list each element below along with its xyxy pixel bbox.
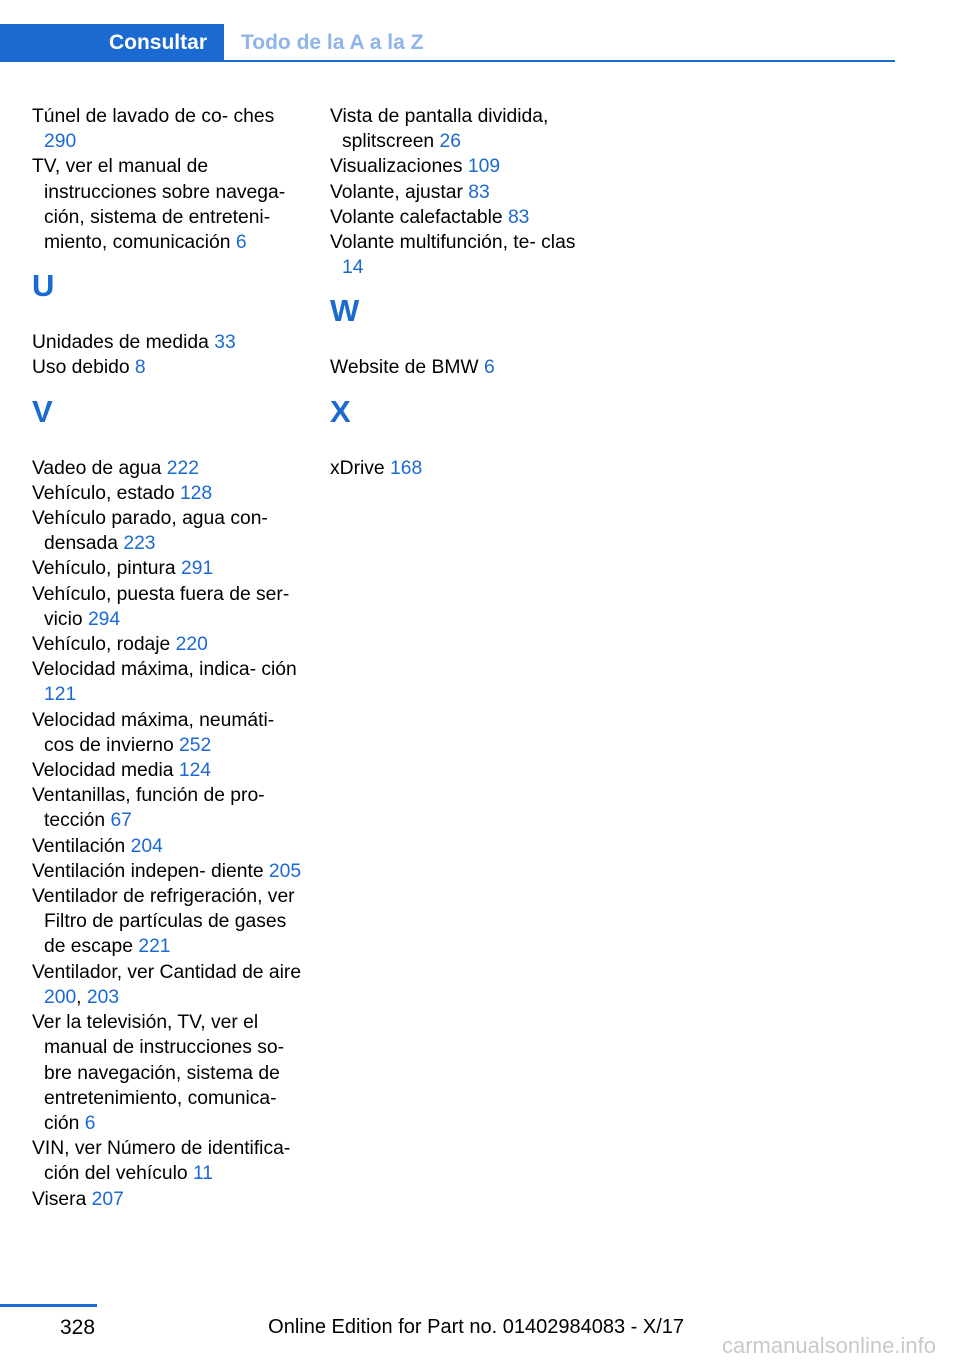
tab-todo-a-z[interactable]: Todo de la A a la Z bbox=[241, 31, 424, 54]
index-entry-term: Visera bbox=[32, 1188, 87, 1210]
index-column-left bbox=[32, 104, 302, 1212]
index-entry bbox=[32, 556, 302, 581]
page-reference-link[interactable]: 168 bbox=[390, 457, 423, 479]
page-reference-link[interactable]: 83 bbox=[468, 181, 490, 203]
index-entry-term: Túnel de lavado de co‐ ches bbox=[32, 106, 275, 127]
index-entry bbox=[32, 104, 302, 154]
page-reference-link[interactable]: 205 bbox=[268, 860, 302, 882]
page-reference-link[interactable]: 252 bbox=[179, 734, 212, 756]
page-reference-link[interactable]: 221 bbox=[138, 936, 171, 958]
index-entry bbox=[32, 1136, 302, 1186]
index-entry bbox=[32, 783, 302, 833]
index-entry-term: Ventilación bbox=[32, 835, 126, 857]
page-reference-link[interactable]: 203 bbox=[86, 986, 120, 1008]
index-entry-term: Visualizaciones bbox=[330, 156, 463, 178]
index-entry bbox=[32, 582, 302, 632]
page-reference-link[interactable]: 33 bbox=[214, 332, 236, 354]
index-entry-term: Vehículo, rodaje bbox=[32, 634, 171, 656]
page-reference-link[interactable]: 26 bbox=[439, 131, 461, 153]
index-entry-term: Ver la televisión, TV, ver el manual de instrucciones so‐ bre navegación, sistema de entretenimiento, comunica‐ ción bbox=[32, 1012, 285, 1134]
page-reference-link[interactable]: 11 bbox=[193, 1163, 214, 1185]
index-entry bbox=[32, 884, 302, 960]
index-entry-term: Vehículo, puesta fuera de ser‐ vicio bbox=[32, 583, 290, 630]
index-entry-term: xDrive bbox=[330, 457, 385, 479]
page-reference-link[interactable]: 222 bbox=[166, 457, 199, 479]
index-entry-term: Ventanillas, función de pro‐ tección bbox=[32, 785, 265, 832]
index-entry bbox=[32, 859, 302, 884]
tab-bar bbox=[0, 0, 895, 62]
index-section-letter: V bbox=[32, 393, 53, 429]
index-entry: Ventilador, ver Cantidad de aire 200, 203 bbox=[32, 961, 302, 1008]
page-reference-link[interactable]: 83 bbox=[507, 206, 530, 228]
page-reference-link[interactable]: 14 bbox=[342, 257, 364, 279]
index-section-letter: W bbox=[330, 293, 360, 329]
index-entry bbox=[32, 1010, 302, 1136]
index-entry-term: Volante multifunción, te‐ clas bbox=[330, 232, 576, 254]
page-reference-link[interactable]: 294 bbox=[87, 608, 121, 630]
index-entry bbox=[32, 506, 302, 556]
page-reference-link[interactable]: 6 bbox=[483, 357, 495, 379]
page-number: 328 bbox=[60, 1316, 96, 1339]
index-entry bbox=[330, 355, 600, 380]
index-entry bbox=[330, 205, 600, 230]
index-entry-term: Ventilación indepen‐ diente bbox=[32, 860, 264, 882]
index-entry-term: VIN, ver Número de identifica‐ ción del vehículo bbox=[32, 1138, 291, 1185]
index-entry-term: Vadeo de agua bbox=[32, 457, 162, 479]
page-reference-link[interactable]: 124 bbox=[178, 760, 212, 782]
page-reference-link[interactable]: 204 bbox=[130, 835, 163, 857]
index-entry-term: Vehículo, estado bbox=[32, 482, 175, 504]
page-reference-link[interactable]: 223 bbox=[123, 533, 156, 555]
page-reference-link[interactable]: 220 bbox=[175, 634, 208, 656]
page-reference-link[interactable]: 200 bbox=[44, 986, 77, 1008]
index-entry bbox=[32, 758, 302, 783]
index-entry bbox=[32, 1187, 302, 1212]
page-reference-link[interactable]: 67 bbox=[110, 810, 132, 832]
page-reference-link[interactable]: 109 bbox=[467, 156, 501, 178]
page-reference-link[interactable]: 290 bbox=[44, 131, 77, 153]
page-reference-link[interactable]: 6 bbox=[84, 1112, 96, 1134]
page-reference-link[interactable]: 6 bbox=[235, 232, 247, 254]
index-entry-term: Vista de pantalla dividida, splitscreen bbox=[330, 106, 549, 153]
index-entry-term: Ventilador, ver Cantidad de aire bbox=[32, 961, 302, 983]
watermark-text: carmanualsonline.info bbox=[721, 1333, 936, 1358]
index-entry bbox=[32, 154, 302, 255]
index-section-letter: U bbox=[32, 268, 55, 304]
index-entry-term: Vehículo, pintura bbox=[32, 558, 176, 580]
index-entry bbox=[330, 154, 600, 179]
index-entry-term: Velocidad media bbox=[32, 760, 174, 782]
index-entry-term: TV, ver el manual de instrucciones sobre navega‐ ción, sistema de entreteni‐ miento, comunicación bbox=[32, 156, 286, 254]
page-reference-link[interactable]: 207 bbox=[91, 1188, 124, 1210]
page-reference-link[interactable]: 8 bbox=[134, 357, 146, 379]
index-entry-term: Ventilador de refrigeración, ver Filtro de partículas de gases de escape bbox=[32, 886, 295, 958]
index-entry-term: Volante, ajustar bbox=[330, 181, 463, 203]
index-entry bbox=[330, 180, 600, 205]
index-entry bbox=[330, 456, 600, 481]
index-entry bbox=[330, 104, 600, 154]
tab-consultar[interactable]: Consultar bbox=[0, 24, 224, 62]
index-entry-term: Volante calefactable bbox=[330, 206, 503, 228]
index-entry bbox=[32, 632, 302, 657]
index-entry bbox=[32, 481, 302, 506]
index-entry-term: Uso debido bbox=[32, 357, 130, 379]
tab-underline bbox=[224, 60, 895, 62]
index-entry bbox=[32, 708, 302, 758]
index-entry-term: Vehículo parado, agua con‐ densada bbox=[32, 508, 268, 555]
index-entry-term: Velocidad máxima, neumáti‐ cos de invierno bbox=[32, 709, 275, 756]
index-entry-term: Unidades de medida bbox=[32, 332, 209, 354]
index-entry bbox=[32, 834, 302, 859]
edition-text: Online Edition for Part no. 01402984083 - X/17 bbox=[268, 1316, 684, 1338]
page-reference-link[interactable]: 128 bbox=[179, 482, 213, 504]
index-entry bbox=[32, 456, 302, 481]
index-entry bbox=[32, 657, 302, 707]
page-reference-link[interactable]: 121 bbox=[44, 684, 77, 706]
footer-rule bbox=[0, 1304, 97, 1307]
index-section-letter: X bbox=[330, 393, 351, 429]
index-entry bbox=[32, 355, 302, 380]
index-entry-term: Website de BMW bbox=[330, 357, 479, 379]
page-reference-link[interactable]: 291 bbox=[181, 558, 214, 580]
index-entry-term: Velocidad máxima, indica‐ ción bbox=[32, 659, 297, 681]
index-entry bbox=[32, 330, 302, 355]
index-column-right bbox=[330, 104, 600, 481]
index-entry bbox=[330, 230, 600, 280]
